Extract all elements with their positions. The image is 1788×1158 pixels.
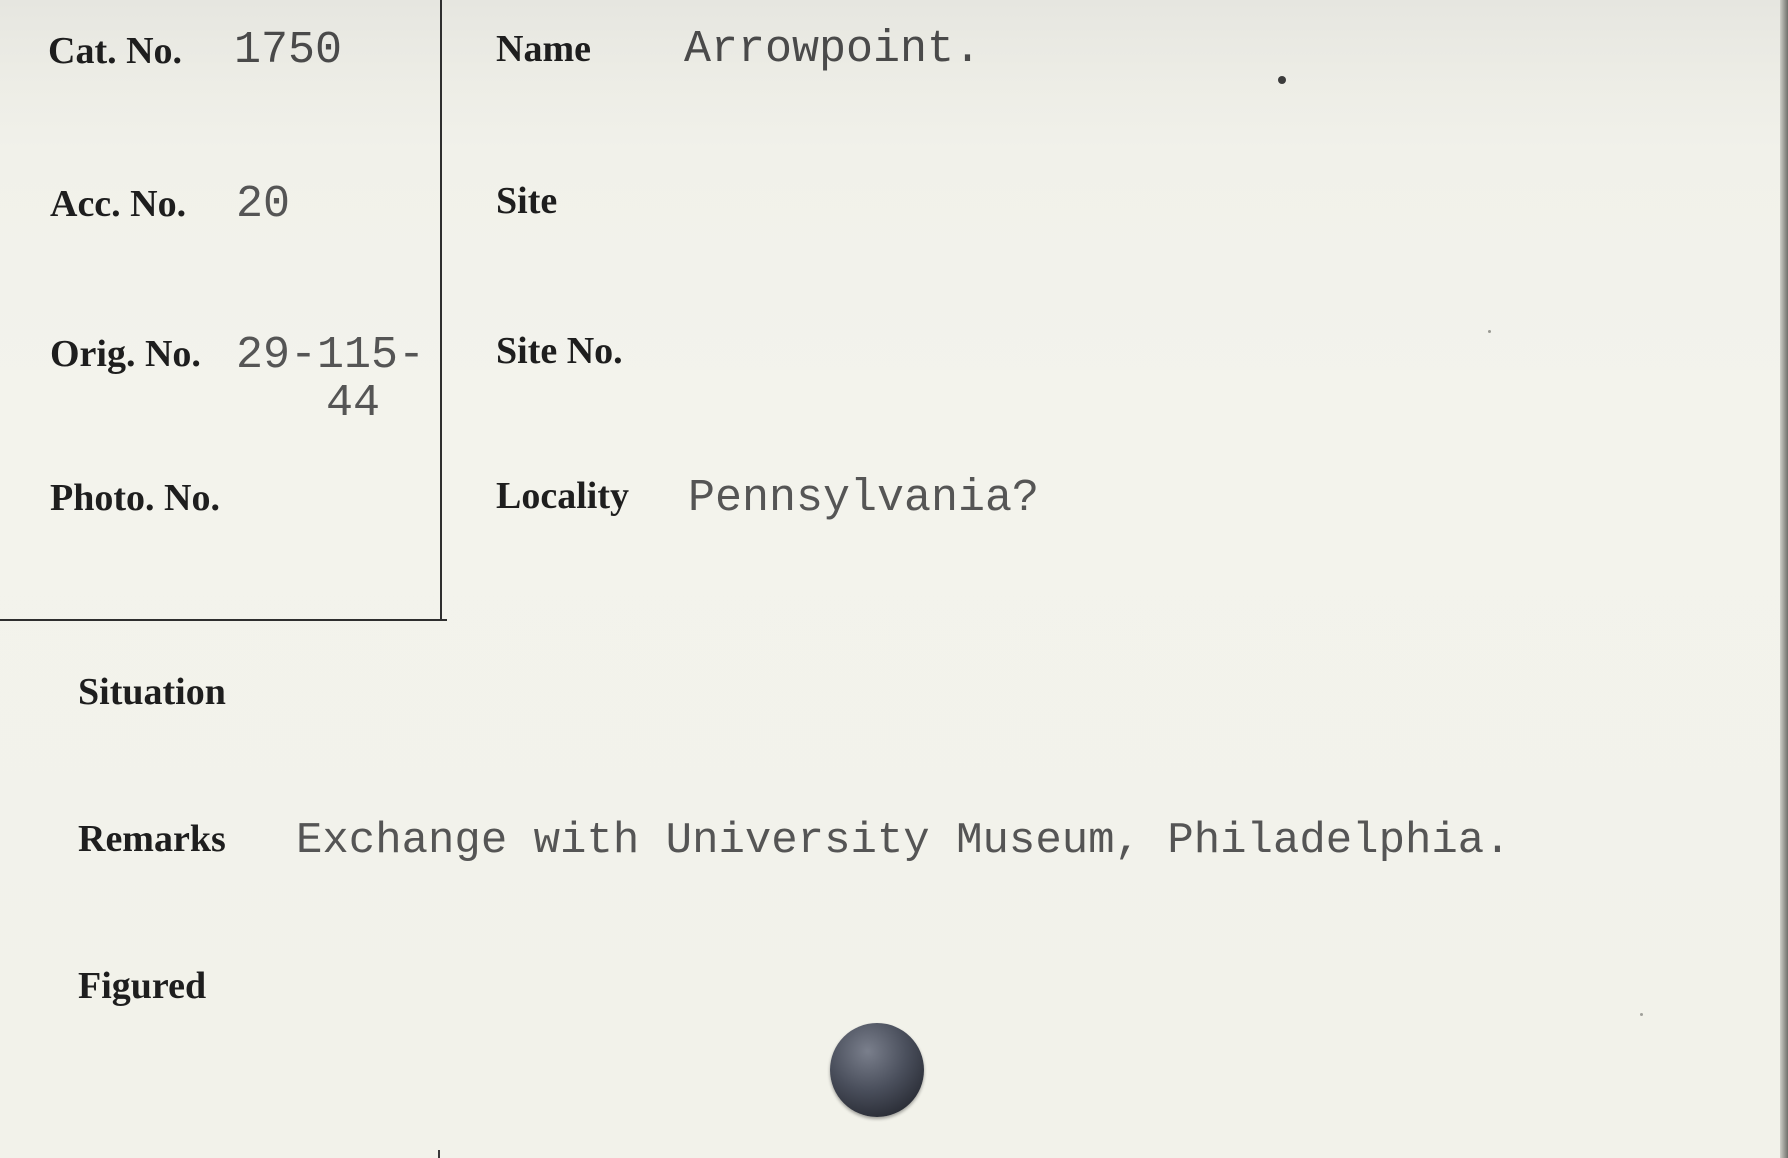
box-divider-vertical — [440, 0, 442, 621]
orig-no-value-line2: 44 — [326, 378, 381, 429]
ink-speck — [1278, 76, 1286, 84]
box-divider-horizontal — [0, 619, 447, 621]
figured-label: Figured — [78, 965, 207, 1007]
orig-no-label: Orig. No. — [50, 333, 201, 375]
ink-speck — [1488, 330, 1491, 333]
situation-label: Situation — [78, 671, 226, 713]
name-label: Name — [496, 28, 591, 70]
orig-no-value-line1: 29-115- — [236, 330, 426, 381]
acc-no-value: 20 — [236, 179, 291, 230]
ink-speck — [1640, 1013, 1643, 1016]
acc-no-label: Acc. No. — [50, 183, 187, 225]
locality-value: Pennsylvania? — [688, 473, 1040, 524]
photo-no-label: Photo. No. — [50, 477, 220, 519]
name-value: Arrowpoint. — [684, 24, 982, 75]
punch-hole — [830, 1023, 924, 1117]
card-edge-mark — [438, 1150, 440, 1158]
card-edge-shadow — [1780, 0, 1788, 1158]
locality-label: Locality — [496, 475, 629, 517]
remarks-label: Remarks — [78, 818, 226, 860]
cat-no-label: Cat. No. — [48, 30, 183, 72]
site-label: Site — [496, 180, 558, 222]
site-no-label: Site No. — [496, 330, 623, 372]
remarks-value: Exchange with University Museum, Philadelphia. — [296, 816, 1511, 866]
cat-no-value: 1750 — [234, 25, 343, 76]
